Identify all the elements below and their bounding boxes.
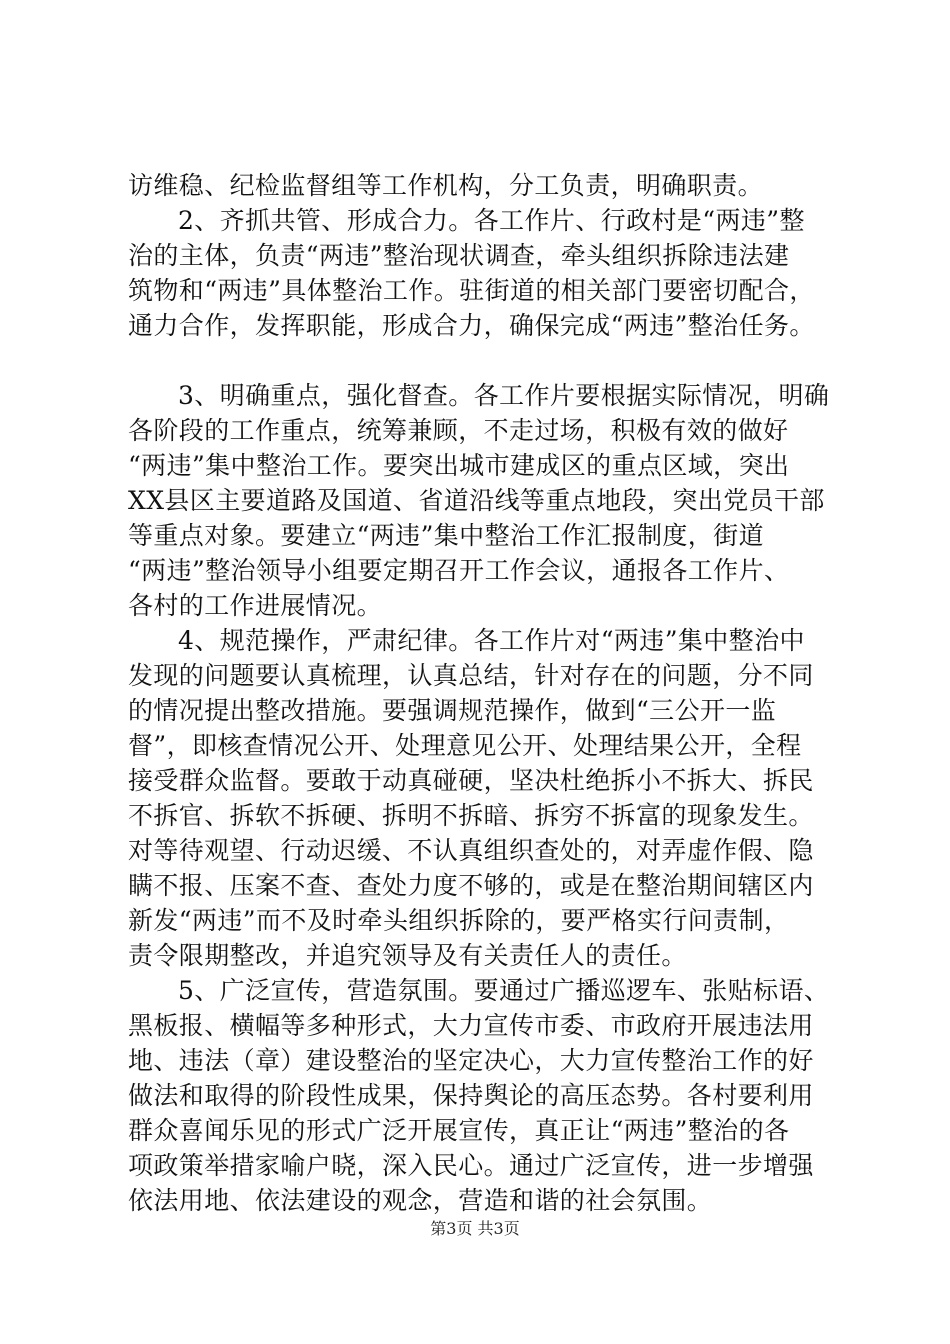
paragraph-3 bbox=[128, 378, 850, 623]
text-line: 责令限期整改，并追究领导及有关责任人的责任。 bbox=[128, 941, 687, 970]
text-line: 4、规范操作，严肃纪律。各工作片对“两违”集中整治中 bbox=[178, 626, 805, 655]
text-line: 2、齐抓共管、形成合力。各工作片、行政村是“两违”整 bbox=[178, 206, 805, 235]
text-line: 各阶段的工作重点，统筹兼顾，不走过场，积极有效的做好 bbox=[128, 416, 789, 445]
text-line: 项政策举措家喻户晓，深入民心。通过广泛宣传，进一步增强 bbox=[128, 1151, 814, 1180]
text-line: 对等待观望、行动迟缓、不认真组织查处的，对弄虚作假、隐 bbox=[128, 836, 814, 865]
text-line: 地、违法（章）建设整治的坚定决心，大力宣传整治工作的好 bbox=[128, 1046, 814, 1075]
text-line: 3、明确重点，强化督查。各工作片要根据实际情况，明确 bbox=[178, 381, 830, 410]
text-line: “两违”集中整治工作。要突出城市建成区的重点区域，突出 bbox=[128, 451, 790, 480]
paragraph-5 bbox=[128, 973, 850, 1218]
text-line: 发现的问题要认真梳理，认真总结，针对存在的问题，分不同 bbox=[128, 661, 814, 690]
text-line: 访维稳、纪检监督组等工作机构，分工负责，明确职责。 bbox=[128, 171, 764, 200]
text-line: 的情况提出整改措施。要强调规范操作，做到“三公开一监 bbox=[128, 696, 777, 725]
paragraph-4 bbox=[128, 623, 850, 973]
text-line: 不拆官、拆软不拆硬、拆明不拆暗、拆穷不拆富的现象发生。 bbox=[128, 801, 814, 830]
text-line: 通力合作，发挥职能，形成合力，确保完成“两违”整治任务。 bbox=[128, 311, 815, 340]
text-line: 新发“两违”而不及时牵头组织拆除的，要严格实行问责制， bbox=[128, 906, 790, 935]
paragraph-2 bbox=[128, 203, 850, 343]
text-line: 依法用地、依法建设的观念，营造和谐的社会氛围。 bbox=[128, 1186, 713, 1215]
text-line: XX县区主要道路及国道、省道沿线等重点地段，突出党员干部 bbox=[128, 486, 825, 515]
text-line: 5、广泛宣传，营造氛围。要通过广播巡逻车、张贴标语、 bbox=[178, 976, 830, 1005]
paragraph-continuation bbox=[128, 168, 850, 203]
text-line: 治的主体，负责“两违”整治现状调查，牵头组织拆除违法建 bbox=[128, 241, 790, 270]
text-line: 群众喜闻乐见的形式广泛开展宣传，真正让“两违”整治的各 bbox=[128, 1116, 790, 1145]
text-line: “两违”整治领导小组要定期召开工作会议，通报各工作片、 bbox=[128, 556, 790, 585]
text-line: 筑物和“两违”具体整治工作。驻街道的相关部门要密切配合， bbox=[128, 276, 815, 305]
text-line: 做法和取得的阶段性成果，保持舆论的高压态势。各村要利用 bbox=[128, 1081, 814, 1110]
text-line: 等重点对象。要建立“两违”集中整治工作汇报制度，街道 bbox=[128, 521, 764, 550]
document-body bbox=[128, 168, 850, 1218]
page-number-footer: 第3页 共3页 bbox=[430, 1219, 520, 1238]
text-line: 瞒不报、压案不查、查处力度不够的，或是在整治期间辖区内 bbox=[128, 871, 814, 900]
text-line: 黑板报、横幅等多种形式，大力宣传市委、市政府开展违法用 bbox=[128, 1011, 814, 1040]
paragraph-gap bbox=[128, 343, 850, 378]
text-line: 各村的工作进展情况。 bbox=[128, 591, 383, 620]
text-line: 接受群众监督。要敢于动真碰硬，坚决杜绝拆小不拆大、拆民 bbox=[128, 766, 814, 795]
text-line: 督”，即核查情况公开、处理意见公开、处理结果公开，全程 bbox=[128, 731, 802, 760]
